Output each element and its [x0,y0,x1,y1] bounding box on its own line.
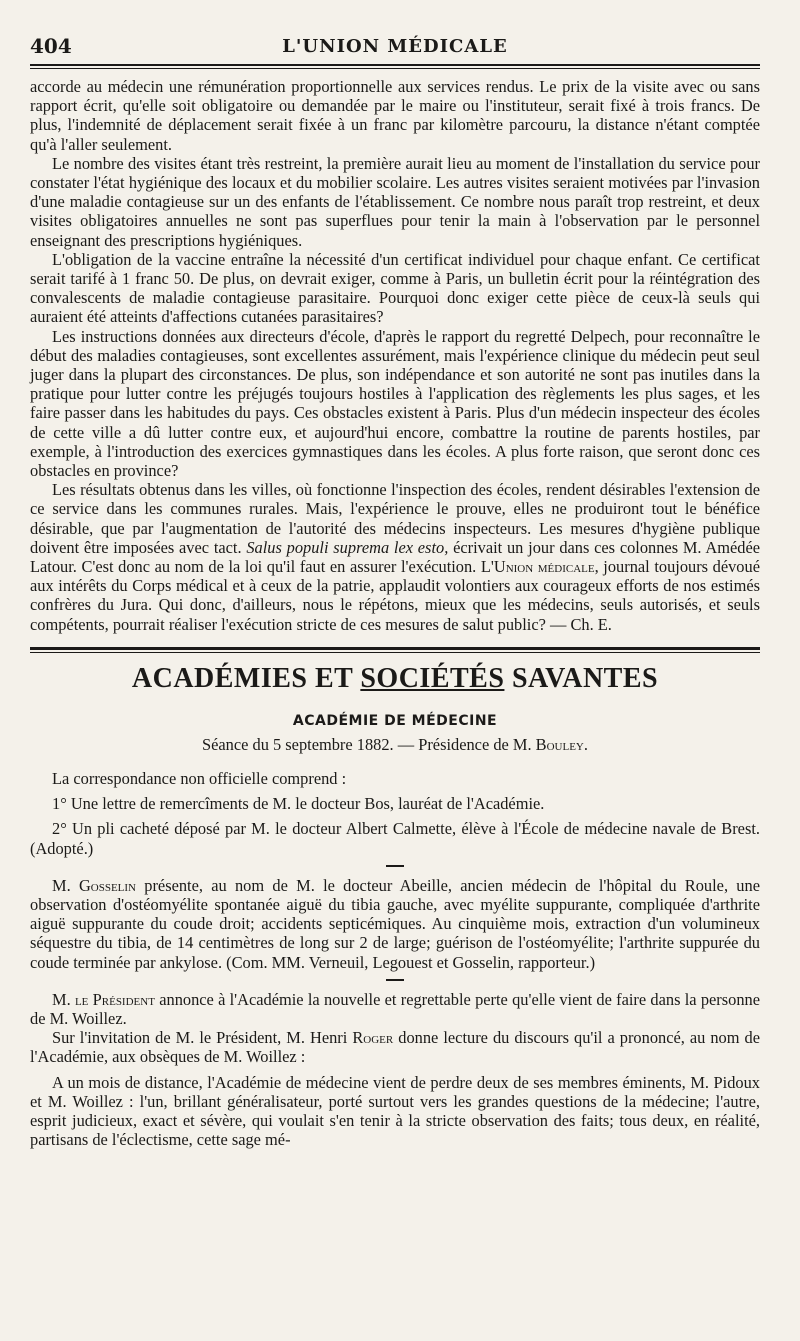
paragraph-instructions: Les instructions données aux directeurs d'école, d'après le rapport du regretté Delpech, pour reconnaître le début des maladies contagieuses, sont excellentes assurément, mais l'expérience clinique du médecin peut seul juger dans la plupart des circonstances. De plus, son indépendance et son autorité ne sont pas inutiles dans la pratique pour lutter contre les préjugés toujours hostiles à l'application des règlements les plus sages, et les faire passer dans les habitudes du pays. Ces obstacles existent à Paris. Plus d'un médecin inspecteur des écoles de cette ville a dû lutter contre eux, et aujourd'hui encore, combattre la routine de parents hostiles, par exemple, à l'introduction des exercices gymnastiques dans les écoles. A plus forte raison, que seront donc ces obstacles en province? [30,326,760,481]
header-rule [30,68,760,69]
running-head [30,30,760,66]
paragraph-fees: accorde au médecin une rémunération proportionnelle aux services rendus. Le prix de la visite avec ou sans rapport écrit, qu'elle soit obligatoire ou demandée par le maire ou l'instituteur, serait fixé à trois francs. De plus, l'indemnité de déplacement serait fixée à un franc par kilomètre parcouru, la distance n'étant comptée qu'à l'aller seulement. [30,77,760,154]
academy-heading: ACADÉMIE DE MÉDECINE [292,712,498,729]
journal-reference: L'Union médicale, [480,557,599,577]
president-announcement: M. le Président annonce à l'Académie la nouvelle et regrettable perte qu'elle vient de faire dans la personne de M. Woillez. [30,989,761,1028]
journal-name: L'UNION MÉDICALE [282,36,508,57]
paragraph-conclusion: Les résultats obtenus dans les villes, où fonctionne l'inspection des écoles, rendent désirables l'extension de ce service dans les communes rurales. Mais, l'expérience le prouve, elles ne produiront tout le bénéfice désirable, que par l'augmentation de l'autorité des médecins inspecteurs. Les mesures d'hygiène publique doivent être imposées avec tact. Salus populi suprema lex esto, écrivait un jour dans ces colonnes M. Amédée Latour. C'est donc au nom de la loi qu'il faut en assurer l'exécution. L'Union médicale, journal toujours dévoué aux intérêts du Corps médical et à ceux de la patrie, applaudit volontiers aux courageux efforts de nos estimés confrères du Jura. Qui donc, d'ailleurs, nous le répétons, mieux que les médecins, seuls autorisés, et seuls compétents, pourrait réaliser l'exécution stricte de ces mesures de salut public? — Ch. E. [30,480,760,634]
president-name: Bouley. [535,734,588,754]
correspondence-item-1: 1° Une lettre de remercîments de M. le docteur Bos, lauréat de l'Académie. [52,794,545,814]
speech-paragraph: A un mois de distance, l'Académie de médecine vient de perdre deux de ses membres éminents, M. Pidoux et M. Woillez : l'un, brillant généralisateur, porté surtout vers les grandes questions de la médecine; l'autre, esprit judicieux, exact et sévère, qui voulait s'en tenir à la stricte observation des faits; tous deux, en réalité, partisans de l'éclectisme, cette sage mé- [30,1072,760,1150]
article-body [30,77,760,634]
section-divider [30,647,760,653]
latin-quote: Salus populi suprema lex esto, [246,537,449,557]
paragraph-visits: Le nombre des visites étant très restreint, la première aurait lieu au moment de l'installation du service pour constater l'état hygiénique des locaux et du mobilier scolaire. Les autres visites seraient motivées par l'invasion d'une maladie contagieuse sur un des enfants de l'établissement. Ce nombre nous paraît trop restreint, et deux visites obligatoires annuelles ne sont pas superflues pour tenir la main à l'observation par le personnel enseignant des prescriptions hygiéniques. [30,153,760,250]
separator [386,865,404,867]
gosselin-paragraph: M. Gosselin présente, au nom de M. le docteur Abeille, ancien médecin de l'hôpital du Roule, une observation d'ostéomyélite spontanée aiguë du tibia gauche, avec myélite suppurante, compliquée d'arthrite aiguë suppurante du coude droit; accidents septicémiques. Au cinquième mois, extraction d'un volumineux séquestre du tibia, de 14 centimètres de long sur 2 de large; guérison de l'ostéomyélite; l'arthrite suppurée du coude terminée par ankylose. (Com. MM. Verneuil, Legouest et Gosselin, rapporteur.) [30,875,760,972]
section-title: ACADÉMIES ET SOCIÉTÉS SAVANTES [131,662,659,694]
session-line: Séance du 5 septembre 1882. — Présidence de M. Bouley. [202,734,588,754]
paragraph-vaccine: L'obligation de la vaccine entraîne la nécessité d'un certificat individuel pour chaque enfant. Ce certificat serait tarifé à 1 franc 50. De plus, on devrait exiger, comme à Paris, un bulletin écrit pour la réintégration des convalescents de maladie contagieuse parasitaire. Pourquoi donc exiger cette pièce de ceux-là seuls qui auraient été atteints d'affections cutanées parasitaires? [30,249,760,327]
correspondence-item-2: 2° Un pli cacheté déposé par M. le docteur Albert Calmette, élève à l'École de médecine navale de Brest. (Adopté.) [30,819,760,858]
correspondence-intro: La correspondance non officielle comprend : [52,768,347,788]
separator [386,979,404,981]
invitation-paragraph: Sur l'invitation de M. le Président, M. Henri Roger donne lecture du discours qu'il a prononcé, au nom de l'Académie, aux obsèques de M. Woillez : [30,1028,760,1067]
page-number: 404 [30,34,72,58]
